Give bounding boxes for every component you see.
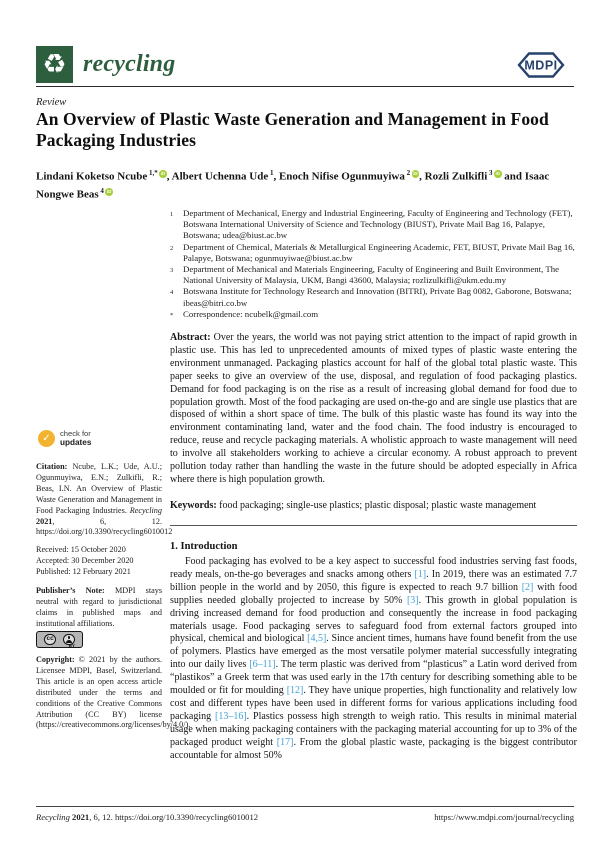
journal-logo [36, 46, 175, 83]
footer-divider [36, 806, 574, 807]
affiliation-row [170, 309, 577, 321]
keywords-text: food packaging; single-use plastics; plastic disposal; plastic waste management [219, 500, 537, 511]
article-title: An Overview of Plastic Waste Generation and Management in Food Packaging Industries [36, 109, 549, 150]
copyright-label: Copyright: [36, 655, 75, 664]
orcid-icon[interactable]: iD [160, 171, 166, 176]
received-date: Received: 15 October 2020 [36, 545, 126, 554]
check-for-updates-label: check for updates [60, 429, 92, 447]
recycling-logo-icon [36, 46, 73, 83]
affiliation-row [170, 286, 577, 308]
citation-block [36, 462, 173, 538]
cc-icon: cc [44, 634, 56, 646]
affiliation-row [170, 242, 577, 264]
copyright-text: © 2021 by the authors. Licensee MDPI, Basel, Switzerland. This article is an open access article distributed under the terms and conditions of the Creative Commons Attribution (CC BY) license (https://creativecommons.org/licenses/by/4.0/). [36, 655, 191, 730]
citation-text: Ncube, L.K.; Ude, A.U.; Ogunmuyiwa, E.N.; Zulkifli, R.; Beas, I.N. An Overview of Plastic Waste Generation and Management in Food Packaging Industries. [36, 462, 162, 515]
author-affiliation-sup: 1,* [147, 169, 158, 177]
published-date: Published: 12 February 2021 [36, 566, 131, 576]
footer-journal-url[interactable]: https://www.mdpi.com/journal/recycling [434, 812, 574, 822]
author-name: Albert Uchenna Ude [171, 170, 269, 183]
affiliation-text: Department of Chemical, Materials & Metallurgical Engineering Academic, FET, BIUST, Private Mail Bag 16, Palapye, Botswana; ogunmuyiwae@biust.ac.bw [183, 241, 575, 263]
keywords [170, 500, 577, 513]
check-icon: ✓ [38, 430, 55, 447]
citation-ref[interactable]: [12] [286, 685, 304, 697]
citation-label: Citation: [36, 462, 68, 471]
orcid-icon[interactable]: iD [413, 171, 418, 176]
citation-ref[interactable]: [1] [414, 568, 427, 580]
mdpi-logo-icon [508, 49, 574, 81]
author-affiliation-sup: 1 [268, 169, 274, 177]
affiliation-marker: 4 [170, 289, 174, 297]
citation-doi[interactable]: , 6, 12. https://doi.org/10.3390/recycling6010012 [36, 516, 173, 537]
affiliation-text: Botswana Institute for Technology Research and Innovation (BITRI), Private Bag 0082, Gaborone, Botswana; ibeas@bitri.co.bw [183, 286, 572, 308]
author-affiliation-sup: 4 [98, 187, 104, 196]
affiliation-text: Correspondence: ncubelk@gmail.com [183, 308, 319, 319]
affiliation-marker: * [170, 311, 174, 319]
cc-by-license-badge[interactable] [36, 631, 83, 648]
keywords-divider [170, 525, 577, 526]
affiliations-list [170, 208, 577, 321]
citation-ref[interactable]: [17] [276, 736, 294, 748]
footer-citation: Recycling 2021, 6, 12. https://doi.org/10.3390/recycling6010012 [36, 812, 259, 822]
accepted-date: Accepted: 30 December 2020 [36, 555, 134, 565]
citation-ref[interactable]: [6–11] [249, 659, 276, 671]
publisher-note-label: Publisher’s Note: [36, 586, 105, 595]
journal-name: recycling [83, 51, 176, 77]
publisher-note [36, 586, 162, 630]
author-affiliation-sup: 3 [487, 169, 493, 177]
page-header [36, 46, 574, 83]
abstract-label: Abstract: [170, 332, 211, 343]
author-name: Enoch Nifise Ogunmuyiwa [278, 170, 405, 183]
recycle-icon: ♻ [42, 49, 67, 80]
citation-ref[interactable]: [13–16] [214, 710, 247, 722]
affiliation-text: Department of Mechanical, Energy and Industrial Engineering, Faculty of Engineering and Technology (FET), Botswana International University of Science and Technology (BIUST), Private Mail Bag 16, Palapye, Botswana; udea@biust.ac.bw [183, 208, 573, 241]
affiliation-marker: 1 [170, 211, 174, 218]
citation-ref[interactable]: [2] [521, 581, 534, 593]
affiliation-marker: 2 [170, 244, 174, 252]
citation-year: 2021 [36, 516, 53, 526]
affiliation-marker: 3 [170, 267, 174, 275]
orcid-icon[interactable]: iD [495, 171, 501, 176]
citation-ref[interactable]: [4,5] [307, 633, 327, 645]
affiliation-text: Department of Mechanical and Materials Engineering, Faculty of Engineering and Built Environment, The National University of Malaysia, UKM, Bangi 43600, Malaysia; rozlizulkifli@ukm.edu.my [183, 264, 560, 286]
orcid-icon[interactable]: iD [106, 189, 112, 195]
abstract [170, 332, 577, 487]
header-divider [36, 86, 574, 87]
section-heading-introduction: 1. Introduction [170, 541, 238, 552]
keywords-label: Keywords: [170, 500, 217, 511]
author-name: Rozli Zulkifli [424, 170, 488, 183]
footer-doi-link[interactable]: , 6, 12. https://doi.org/10.3390/recycling6010012 [89, 812, 259, 822]
publisher-note-text: MDPI stays neutral with regard to jurisdictional claims in published maps and institutional affiliations. [36, 586, 163, 628]
citation-journal: Recycling [129, 505, 162, 515]
by-label: BY [68, 643, 75, 648]
authors-line: Lindani Koketso Ncube $^{1,*}$ iD , Albert Uchenna Ude $^1$, Enoch Nifise Ogunmuyiwa $^2$ iD , Rozli Zulkifli $^3$ iD and Isaac Nongwe Beas $^4$ iD [36, 169, 550, 201]
introduction-paragraph: Food packaging has evolved to be a key aspect to successful food industries serving fast foods, ready meals, on-the-go beverages and snacks among others [1]. In 2019, there was an estimated 7.7 billion people in the world and by 2050, this figure is expected to reach 9.7 billion [2] with food supplies needed globally projected to increase by 50% [3]. This growth in global population is driving increased demand for food production and consequently the increase in food packaging materials usage. Food packaging serves to safeguard food from external factors grouped into physical, chemical and biological [4,5]. Since ancient times, humans have found benefit from the use of polymers. Plastics have emerged as the most versatile polymer material successfully integrating into our daily lives [6–11]. The term plastic was derived from “plasticus” a Latin word derived from “plastikos” a Greek term that was used early in the 17th century for describing something able to be moulded or fit for moulding [12]. They have unique properties, high functionality and relatively low cost and different types have been used in different forms for various applications including food packaging [13–16]. Plastics possess high strength to weigh ratio. This results in minimal material usage when making packaging containers with the packaging material accounting for up to 3% of the packaged product weight [17]. From the global plastic waste, packaging is the biggest contributor accountable for almost 50% [170, 556, 578, 761]
copyright-block [36, 655, 191, 731]
abstract-text: Over the years, the world was not paying strict attention to the impact of rapid growth in plastic use. This has led to unprecedented amounts of mixed types of plastic waste entering the environment unmanaged. Packaging plastics account for half of the global total plastic waste. This paper seeks to give an overview of the use, disposal, and regulation of food packaging plastics. Demand for food packaging is on the rise as a result of increasing global demand for food due to population growth. Most of the food packaging are used on-the-go and are single use plastics that are disposed of within a short space of time. The bulk of this plastic waste has found its way into the environment contaminating land, water and the food chain. The food industry is encouraged to reduce, reuse and recycle packaging materials. A wholistic approach to waste management will need to involve all stakeholders working to achieve a circular economy. A robust approach to prevent pollution today rather than handling the waste in the future should be adopted especially in Africa where there is high population growth. [170, 332, 578, 485]
mdpi-logo-text: MDPI [524, 58, 558, 73]
citation-ref[interactable]: [3] [406, 594, 419, 606]
author-affiliation-sup: 2 [404, 169, 411, 177]
author-name: Lindani Koketso Ncube [36, 170, 148, 183]
affiliation-row [170, 208, 577, 242]
article-dates [36, 545, 162, 578]
page-footer [36, 812, 574, 822]
affiliation-row [170, 264, 577, 286]
check-for-updates-badge[interactable] [38, 430, 91, 447]
article-type-label: Review [36, 97, 67, 108]
author-name: and Isaac Nongwe Beas [36, 170, 550, 201]
